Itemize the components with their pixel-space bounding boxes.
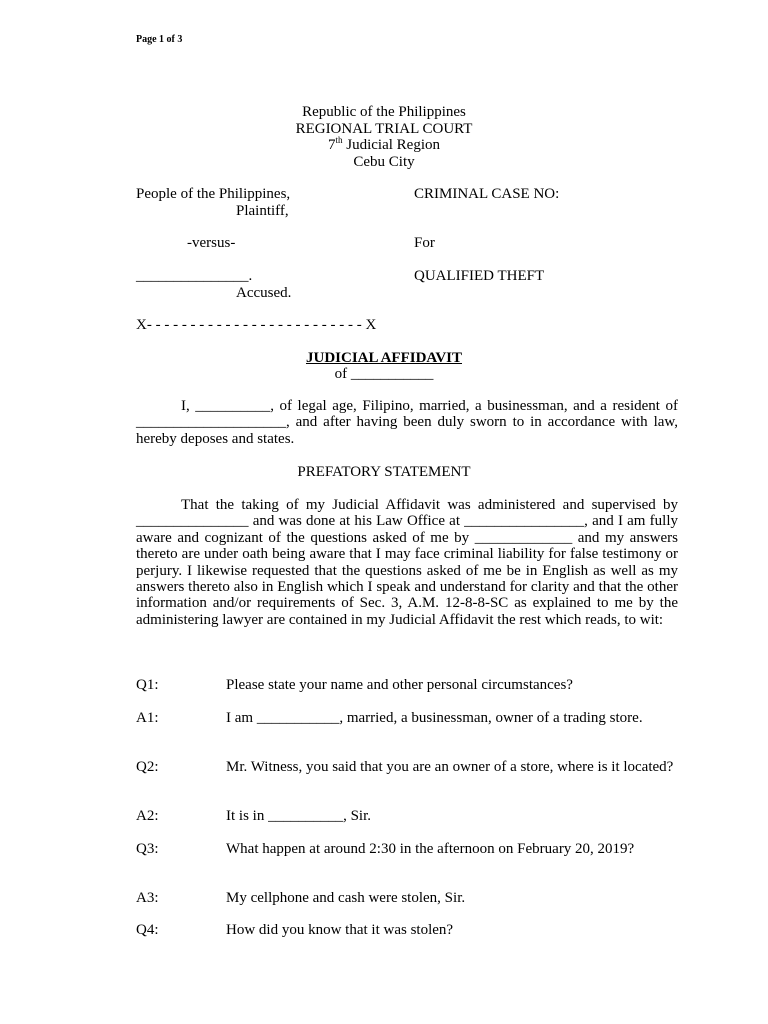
prefatory-paragraph: That the taking of my Judicial Affidavit was administered and supervised by _______________ and was done at his Law Office at ________________, and I am fully aware and cognizant of the questions asked of me by _____________ and my answers thereto are under oath being aware that I may face criminal liability for false testimony or perjury. I likewise requested that the questions asked of me be in English as well as my answers thereto also in English which I speak and understand for clarity and that the other information and/or requirements of Sec. 3, A.M. 12-8-8-SC as explained to me by the administering lawyer are contained in my Judicial Affidavit the rest which reads, to wit:	[136, 497, 678, 628]
qa-label: A3:	[136, 890, 159, 906]
versus-label: -versus-	[187, 235, 236, 251]
document-title: JUDICIAL AFFIDAVIT	[305, 350, 462, 366]
qa-item	[136, 808, 678, 824]
header-region: 7th Judicial Region	[327, 135, 440, 153]
accused-name-blank: _______________.	[136, 268, 253, 284]
caption-separator: X- - - - - - - - - - - - - - - - - - - - - - - - - X	[136, 317, 377, 333]
qa-item	[136, 759, 678, 775]
qa-text: How did you know that it was stolen?	[226, 922, 454, 938]
for-label: For	[414, 235, 435, 251]
qa-item	[136, 710, 678, 726]
qa-text: Please state your name and other personal circumstances?	[226, 677, 573, 693]
qa-label: Q1:	[136, 677, 159, 693]
accused-role: Accused.	[236, 285, 292, 301]
header-city: Cebu City	[353, 154, 415, 170]
plaintiff-name: People of the Philippines,	[136, 186, 291, 202]
qa-text: My cellphone and cash were stolen, Sir.	[226, 890, 466, 906]
qa-item	[136, 677, 678, 693]
page-number: Page 1 of 3	[136, 34, 183, 45]
qa-text: I am ___________, married, a businessman, owner of a trading store.	[226, 710, 643, 726]
qa-label: A2:	[136, 808, 159, 824]
qa-text: Mr. Witness, you said that you are an owner of a store, where is it located?	[226, 759, 674, 775]
document-subtitle: of ___________	[334, 366, 434, 382]
qa-item	[136, 841, 678, 857]
qa-item	[136, 890, 678, 906]
qa-label: Q3:	[136, 841, 159, 857]
header-republic: Republic of the Philippines	[302, 104, 466, 120]
qa-label: A1:	[136, 710, 159, 726]
qa-label: Q4:	[136, 922, 159, 938]
prefatory-heading: PREFATORY STATEMENT	[297, 464, 471, 480]
header-court: REGIONAL TRIAL COURT	[295, 121, 473, 137]
offense-label: QUALIFIED THEFT	[414, 268, 545, 284]
intro-paragraph: I, __________, of legal age, Filipino, married, a businessman, and a resident of ____________________, and after having been duly sworn to in accordance with law, hereby deposes and states.	[136, 398, 678, 447]
qa-item	[136, 922, 678, 938]
plaintiff-role: Plaintiff,	[236, 203, 289, 219]
qa-text: What happen at around 2:30 in the afternoon on February 20, 2019?	[226, 841, 635, 857]
qa-text: It is in __________, Sir.	[226, 808, 372, 824]
qa-label: Q2:	[136, 759, 159, 775]
case-number-label: CRIMINAL CASE NO:	[414, 186, 560, 202]
